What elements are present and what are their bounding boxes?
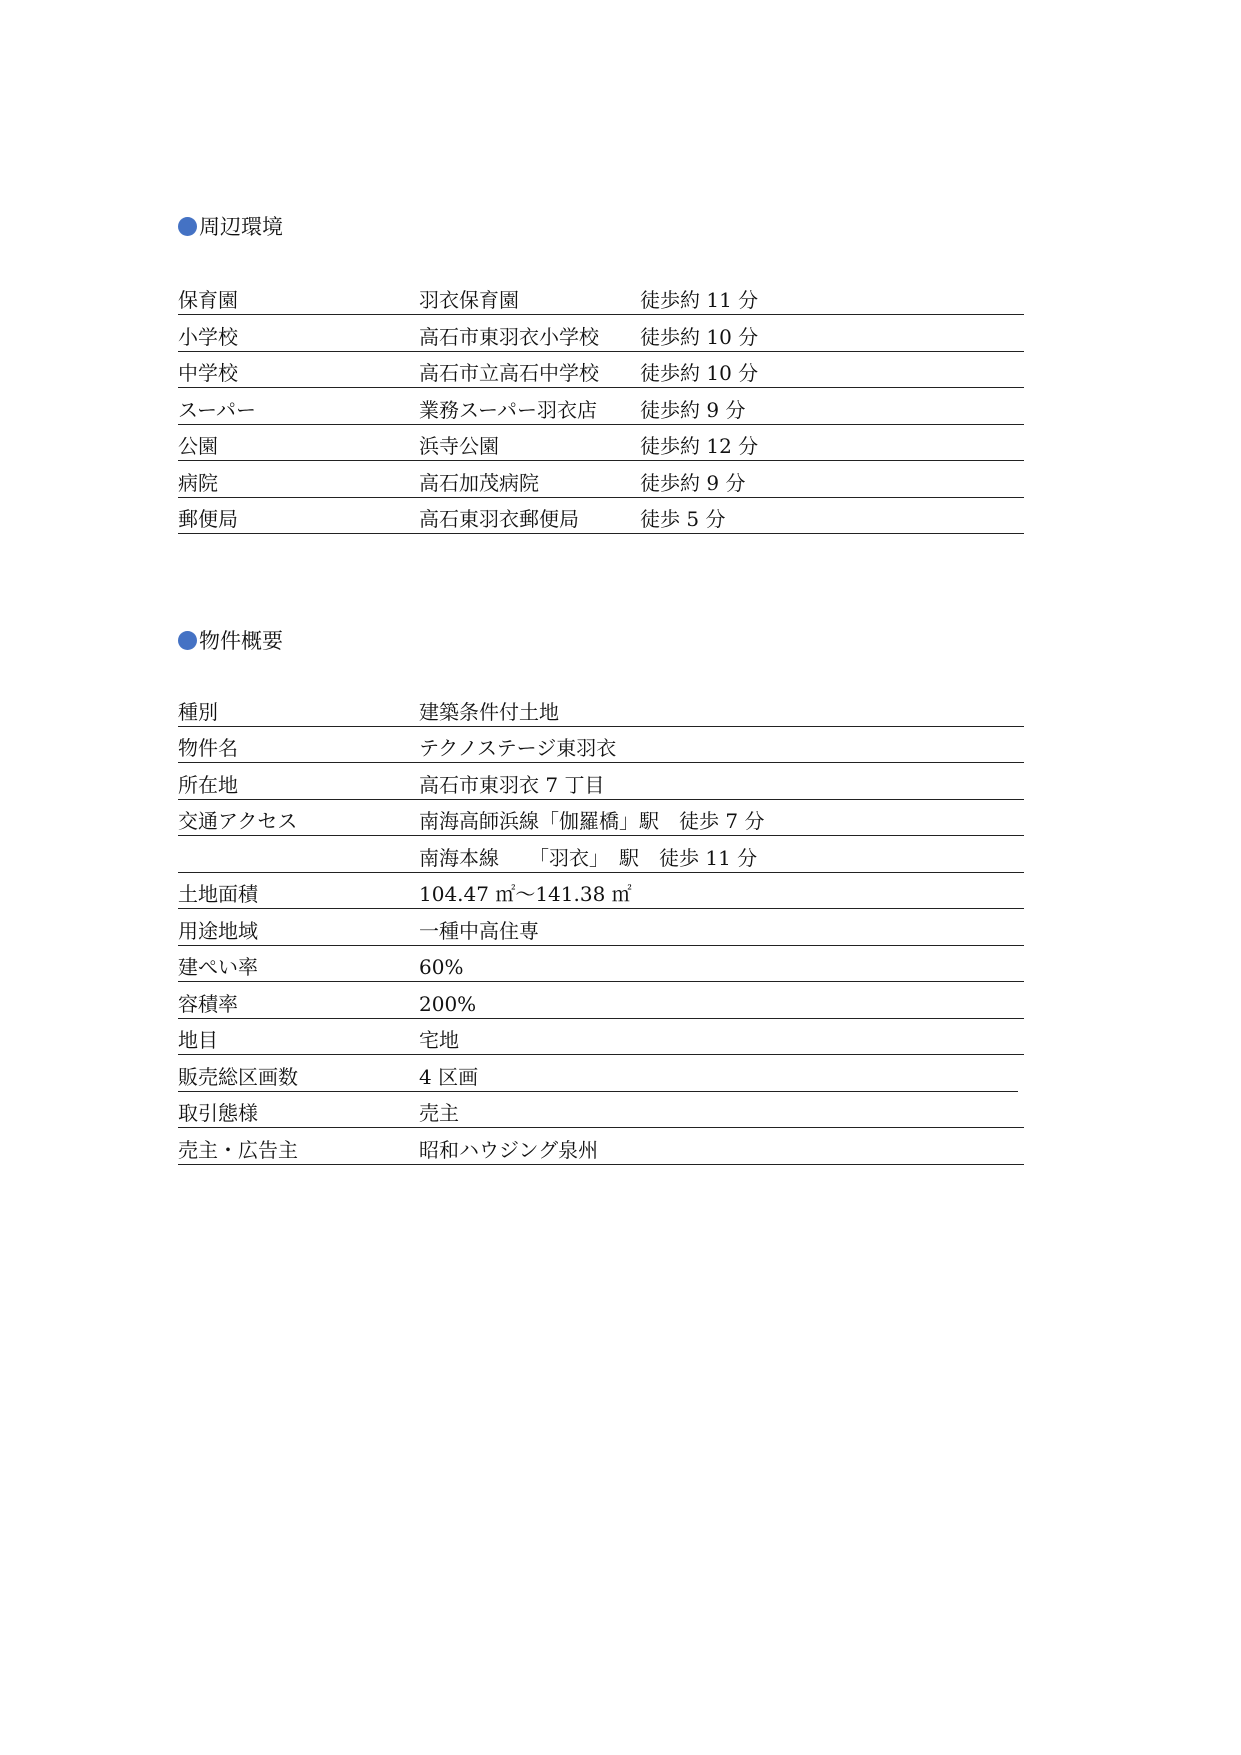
table-row: [178, 352, 1024, 389]
facility-category: 郵便局: [178, 507, 238, 531]
property-label: 用途地域: [178, 918, 258, 943]
table-row: [178, 836, 1024, 873]
table-row: [178, 1019, 1024, 1056]
property-label: 容積率: [178, 991, 238, 1016]
property-value: 104.47 ㎡～141.38 ㎡: [419, 882, 632, 906]
bullet-icon: [178, 631, 197, 650]
table-row: [178, 1128, 1024, 1165]
property-label: 販売総区画数: [178, 1064, 298, 1089]
property-value: 200%: [419, 991, 477, 1016]
facility-category: 小学校: [178, 324, 238, 349]
facility-distance: 徒歩約 9 分: [640, 470, 746, 495]
table-row: [178, 498, 1024, 535]
table-row: [178, 763, 1024, 800]
property-value: 宅地: [419, 1028, 459, 1052]
facility-distance: 徒歩約 10 分: [640, 361, 759, 385]
property-section: [178, 620, 1024, 1165]
property-value: 南海高師浜線「伽羅橋」駅 徒歩 7 分: [419, 809, 765, 833]
facility-distance: 徒歩約 11 分: [640, 288, 759, 312]
property-value: 一種中高住専: [419, 918, 539, 943]
table-row: [178, 800, 1024, 837]
property-value: 60%: [419, 955, 464, 979]
surroundings-heading: [178, 206, 1024, 246]
table-row: [178, 425, 1024, 462]
property-label: 種別: [178, 699, 218, 724]
facility-category: 病院: [178, 470, 218, 495]
facility-category: スーパー: [178, 397, 256, 422]
property-table: [178, 690, 1024, 1165]
facility-name: 高石市立高石中学校: [419, 361, 599, 385]
property-heading: [178, 620, 1024, 660]
bullet-icon: [178, 217, 197, 236]
property-value: 高石市東羽衣 7 丁目: [419, 772, 605, 797]
facility-name: 高石加茂病院: [419, 470, 539, 495]
facility-distance: 徒歩 5 分: [640, 507, 726, 531]
facility-name: 羽衣保育園: [419, 288, 519, 312]
table-row: [178, 690, 1024, 727]
table-row: [178, 461, 1024, 498]
table-row: [178, 315, 1024, 352]
facility-distance: 徒歩約 10 分: [640, 324, 759, 349]
property-label: 売主・広告主: [178, 1137, 298, 1162]
facility-distance: 徒歩約 9 分: [640, 397, 746, 422]
facility-category: 保育園: [178, 288, 238, 312]
property-value: 売主: [419, 1101, 459, 1125]
facility-category: 公園: [178, 434, 218, 458]
property-value: テクノステージ東羽衣: [419, 736, 617, 760]
property-value: 建築条件付土地: [419, 699, 559, 724]
facility-distance: 徒歩約 12 分: [640, 434, 759, 458]
table-row: [178, 982, 1024, 1019]
facility-category: 中学校: [178, 361, 238, 385]
facility-name: 高石市東羽衣小学校: [419, 324, 599, 349]
facility-name: 業務スーパー羽衣店: [419, 397, 597, 422]
property-label: 物件名: [178, 736, 238, 760]
table-row: [178, 1092, 1024, 1129]
table-row: [178, 1055, 1018, 1092]
surroundings-section: [178, 206, 1024, 534]
property-value: 南海本線 「羽衣」 駅 徒歩 11 分: [419, 845, 758, 870]
table-row: [178, 276, 1024, 315]
property-value: 昭和ハウジング泉州: [419, 1137, 599, 1162]
property-label: 所在地: [178, 772, 238, 797]
property-label: 地目: [178, 1028, 218, 1052]
table-row: [178, 946, 1024, 983]
table-row: [178, 909, 1024, 946]
property-label: 土地面積: [178, 882, 258, 906]
table-row: [178, 873, 1024, 910]
property-label: 建ぺい率: [178, 955, 258, 979]
table-row: [178, 727, 1024, 764]
property-value: 4 区画: [419, 1064, 479, 1089]
property-heading-text: 物件概要: [199, 629, 283, 653]
table-row: [178, 388, 1024, 425]
property-label: 交通アクセス: [178, 809, 298, 833]
facility-name: 浜寺公園: [419, 434, 499, 458]
surroundings-table: [178, 276, 1024, 534]
property-label: 取引態様: [178, 1101, 258, 1125]
facility-name: 高石東羽衣郵便局: [419, 507, 579, 531]
surroundings-heading-text: 周辺環境: [199, 215, 283, 239]
